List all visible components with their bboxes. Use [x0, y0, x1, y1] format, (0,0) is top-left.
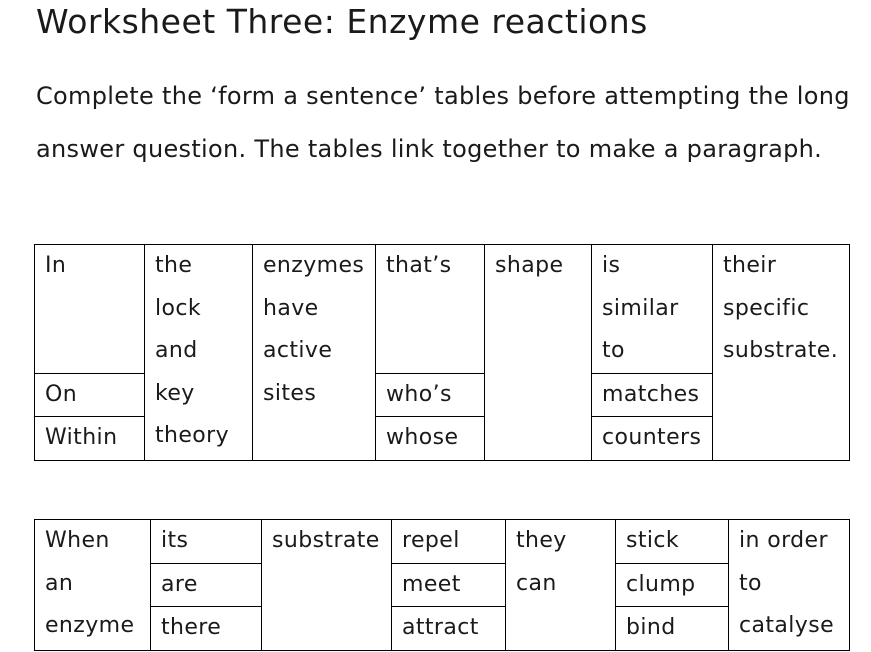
word: enzymes: [263, 253, 365, 278]
table1-col1-option: Within: [35, 417, 145, 461]
table2-col4-option: attract: [392, 607, 506, 651]
table2-col6-option: clump: [616, 563, 729, 607]
word: they: [516, 528, 567, 553]
word: specific: [723, 295, 810, 321]
table2-col2-option: are: [151, 563, 262, 607]
table2-col4-option: meet: [392, 563, 506, 607]
word: similar: [602, 295, 679, 321]
word: is: [602, 253, 621, 278]
table2-col6-option: stick: [616, 520, 729, 564]
word: their: [723, 253, 777, 278]
table1-col4-option: who’s: [376, 373, 485, 417]
word: theory: [155, 423, 230, 448]
table1-col4-option: whose: [376, 417, 485, 461]
sentence-table-2: [34, 519, 850, 651]
word: key: [155, 380, 195, 406]
word: the: [155, 253, 193, 278]
table2-col2-option: there: [151, 607, 262, 651]
table2-col2-option: its: [151, 520, 262, 564]
word: have: [263, 295, 319, 321]
word: active: [263, 338, 333, 363]
word: to: [739, 570, 762, 596]
table1-col4-option: that’s: [376, 245, 485, 374]
table1-col6-option: matches: [592, 373, 713, 417]
word: an: [45, 570, 74, 596]
page-title: Worksheet Three: Enzyme reactions: [36, 2, 648, 41]
table2-col5-cell: [506, 520, 616, 651]
word: When: [45, 528, 110, 553]
table1-col2-cell: [145, 245, 253, 461]
table2-col4-option: repel: [392, 520, 506, 564]
table1-col6-option: counters: [592, 417, 713, 461]
table1-col1-option: On: [35, 373, 145, 417]
word: lock: [155, 295, 202, 321]
word: can: [516, 570, 557, 596]
table2-col1-cell: [35, 520, 151, 651]
word: in order: [739, 528, 828, 553]
table1-col3-cell: [253, 245, 376, 461]
table1-col1-option: In: [35, 245, 145, 374]
word: substrate.: [723, 338, 839, 363]
table1-col6-option: [592, 245, 713, 374]
table2-col3-cell: substrate: [262, 520, 392, 651]
table2-col7-cell: [729, 520, 850, 651]
table1-col5-cell: shape: [485, 245, 592, 461]
word: enzyme: [45, 613, 135, 638]
word: catalyse: [739, 613, 835, 638]
word: and: [155, 338, 198, 363]
table1-col7-cell: [713, 245, 850, 461]
sentence-table-1: [34, 244, 850, 461]
intro-paragraph: Complete the ‘form a sentence’ tables before attempting the long answer question. The tables link together to make a paragraph.: [36, 82, 850, 163]
word: sites: [263, 380, 317, 406]
table2-col6-option: bind: [616, 607, 729, 651]
word: to: [602, 338, 625, 363]
